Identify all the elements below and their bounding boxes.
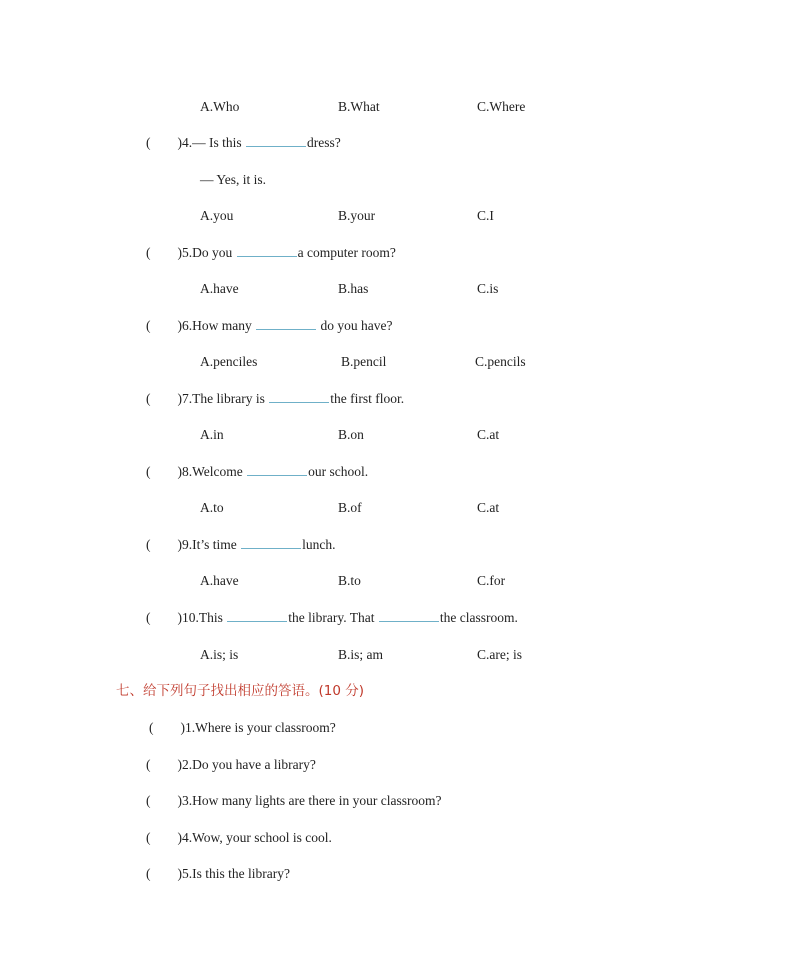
question-text: 9.It’s time xyxy=(182,537,241,552)
q3-option-a: A.Who xyxy=(200,99,240,114)
match-item-5 xyxy=(146,865,290,883)
answer-blank-2[interactable] xyxy=(379,620,439,622)
q6-option-c: C.pencils xyxy=(475,354,526,369)
match-item-1 xyxy=(149,719,336,737)
q9-option-c: C.for xyxy=(477,573,506,588)
q3-option-c: C.Where xyxy=(477,99,526,114)
question-text: 4.— Is this xyxy=(182,135,246,150)
match-item-3 xyxy=(146,792,441,810)
question-6 xyxy=(146,317,392,335)
q7-option-b: B.on xyxy=(338,427,364,442)
answer-bracket[interactable]: ( ) xyxy=(146,135,182,150)
question-text-end: do you have? xyxy=(317,318,393,333)
question-8 xyxy=(146,463,368,481)
answer-blank[interactable] xyxy=(246,145,306,147)
q8-option-a: A.to xyxy=(200,500,224,515)
answer-blank[interactable] xyxy=(247,474,307,476)
question-text-mid: the library. That xyxy=(288,610,378,625)
q9-option-b: B.to xyxy=(338,573,361,588)
q8-option-c: C.at xyxy=(477,500,500,515)
answer-blank[interactable] xyxy=(237,255,297,257)
q10-option-b: B.is; am xyxy=(338,647,384,662)
q3-option-b: B.What xyxy=(338,99,380,114)
q5-option-c: C.is xyxy=(477,281,499,296)
question-4-reply: — Yes, it is. xyxy=(200,172,267,187)
question-7 xyxy=(146,390,404,408)
answer-bracket[interactable]: ( ) xyxy=(146,610,182,625)
question-text-end: the classroom. xyxy=(439,610,518,625)
match-item-2 xyxy=(146,756,316,774)
answer-bracket[interactable]: ( ) xyxy=(146,793,182,808)
question-text-end: our school. xyxy=(308,464,369,479)
question-10 xyxy=(146,609,518,627)
question-text: 7.The library is xyxy=(182,391,269,406)
q10-option-a: A.is; is xyxy=(200,647,239,662)
q6-option-b: B.pencil xyxy=(341,354,387,369)
answer-blank[interactable] xyxy=(269,401,329,403)
q8-option-b: B.of xyxy=(338,500,362,515)
q9-option-a: A.have xyxy=(200,573,239,588)
q6-option-a: A.penciles xyxy=(200,354,258,369)
q4-option-a: A.you xyxy=(200,208,234,223)
match-item-text: 1.Where is your classroom? xyxy=(185,720,336,735)
q5-option-b: B.has xyxy=(338,281,369,296)
answer-bracket[interactable]: ( ) xyxy=(146,830,182,845)
answer-blank-1[interactable] xyxy=(227,620,287,622)
q10-option-c: C.are; is xyxy=(477,647,522,662)
q4-option-c: C.I xyxy=(477,208,494,223)
question-text: 6.How many xyxy=(182,318,256,333)
q4-option-b: B.your xyxy=(338,208,376,223)
question-text: 10.This xyxy=(182,610,227,625)
answer-bracket[interactable]: ( ) xyxy=(146,866,182,881)
question-text-end: the first floor. xyxy=(330,391,405,406)
question-4 xyxy=(146,134,341,152)
q7-option-c: C.at xyxy=(477,427,500,442)
answer-bracket[interactable]: ( ) xyxy=(146,757,182,772)
question-text: 5.Do you xyxy=(182,245,236,260)
match-item-text: 2.Do you have a library? xyxy=(182,757,316,772)
question-5 xyxy=(146,244,396,262)
question-text-end: a computer room? xyxy=(297,245,396,260)
answer-bracket[interactable]: ( ) xyxy=(146,464,182,479)
match-item-text: 3.How many lights are there in your classroom? xyxy=(182,793,442,808)
answer-bracket[interactable]: ( ) xyxy=(146,318,182,333)
match-item-4 xyxy=(146,829,332,847)
q7-option-a: A.in xyxy=(200,427,224,442)
match-item-text: 5.Is this the library? xyxy=(182,866,290,881)
question-text-end: dress? xyxy=(307,135,341,150)
answer-blank[interactable] xyxy=(241,547,301,549)
question-text: 8.Welcome xyxy=(182,464,247,479)
answer-bracket[interactable]: ( ) xyxy=(146,245,182,260)
match-item-text: 4.Wow, your school is cool. xyxy=(182,830,332,845)
answer-bracket[interactable]: ( ) xyxy=(146,391,182,406)
answer-bracket[interactable]: ( ) xyxy=(146,537,182,552)
q5-option-a: A.have xyxy=(200,281,239,296)
answer-blank[interactable] xyxy=(256,328,316,330)
answer-bracket[interactable]: ( ) xyxy=(149,720,185,735)
question-text-end: lunch. xyxy=(302,537,336,552)
question-9 xyxy=(146,536,336,554)
section-heading: 七、给下列句子找出相应的答语。(10 分) xyxy=(116,683,365,699)
